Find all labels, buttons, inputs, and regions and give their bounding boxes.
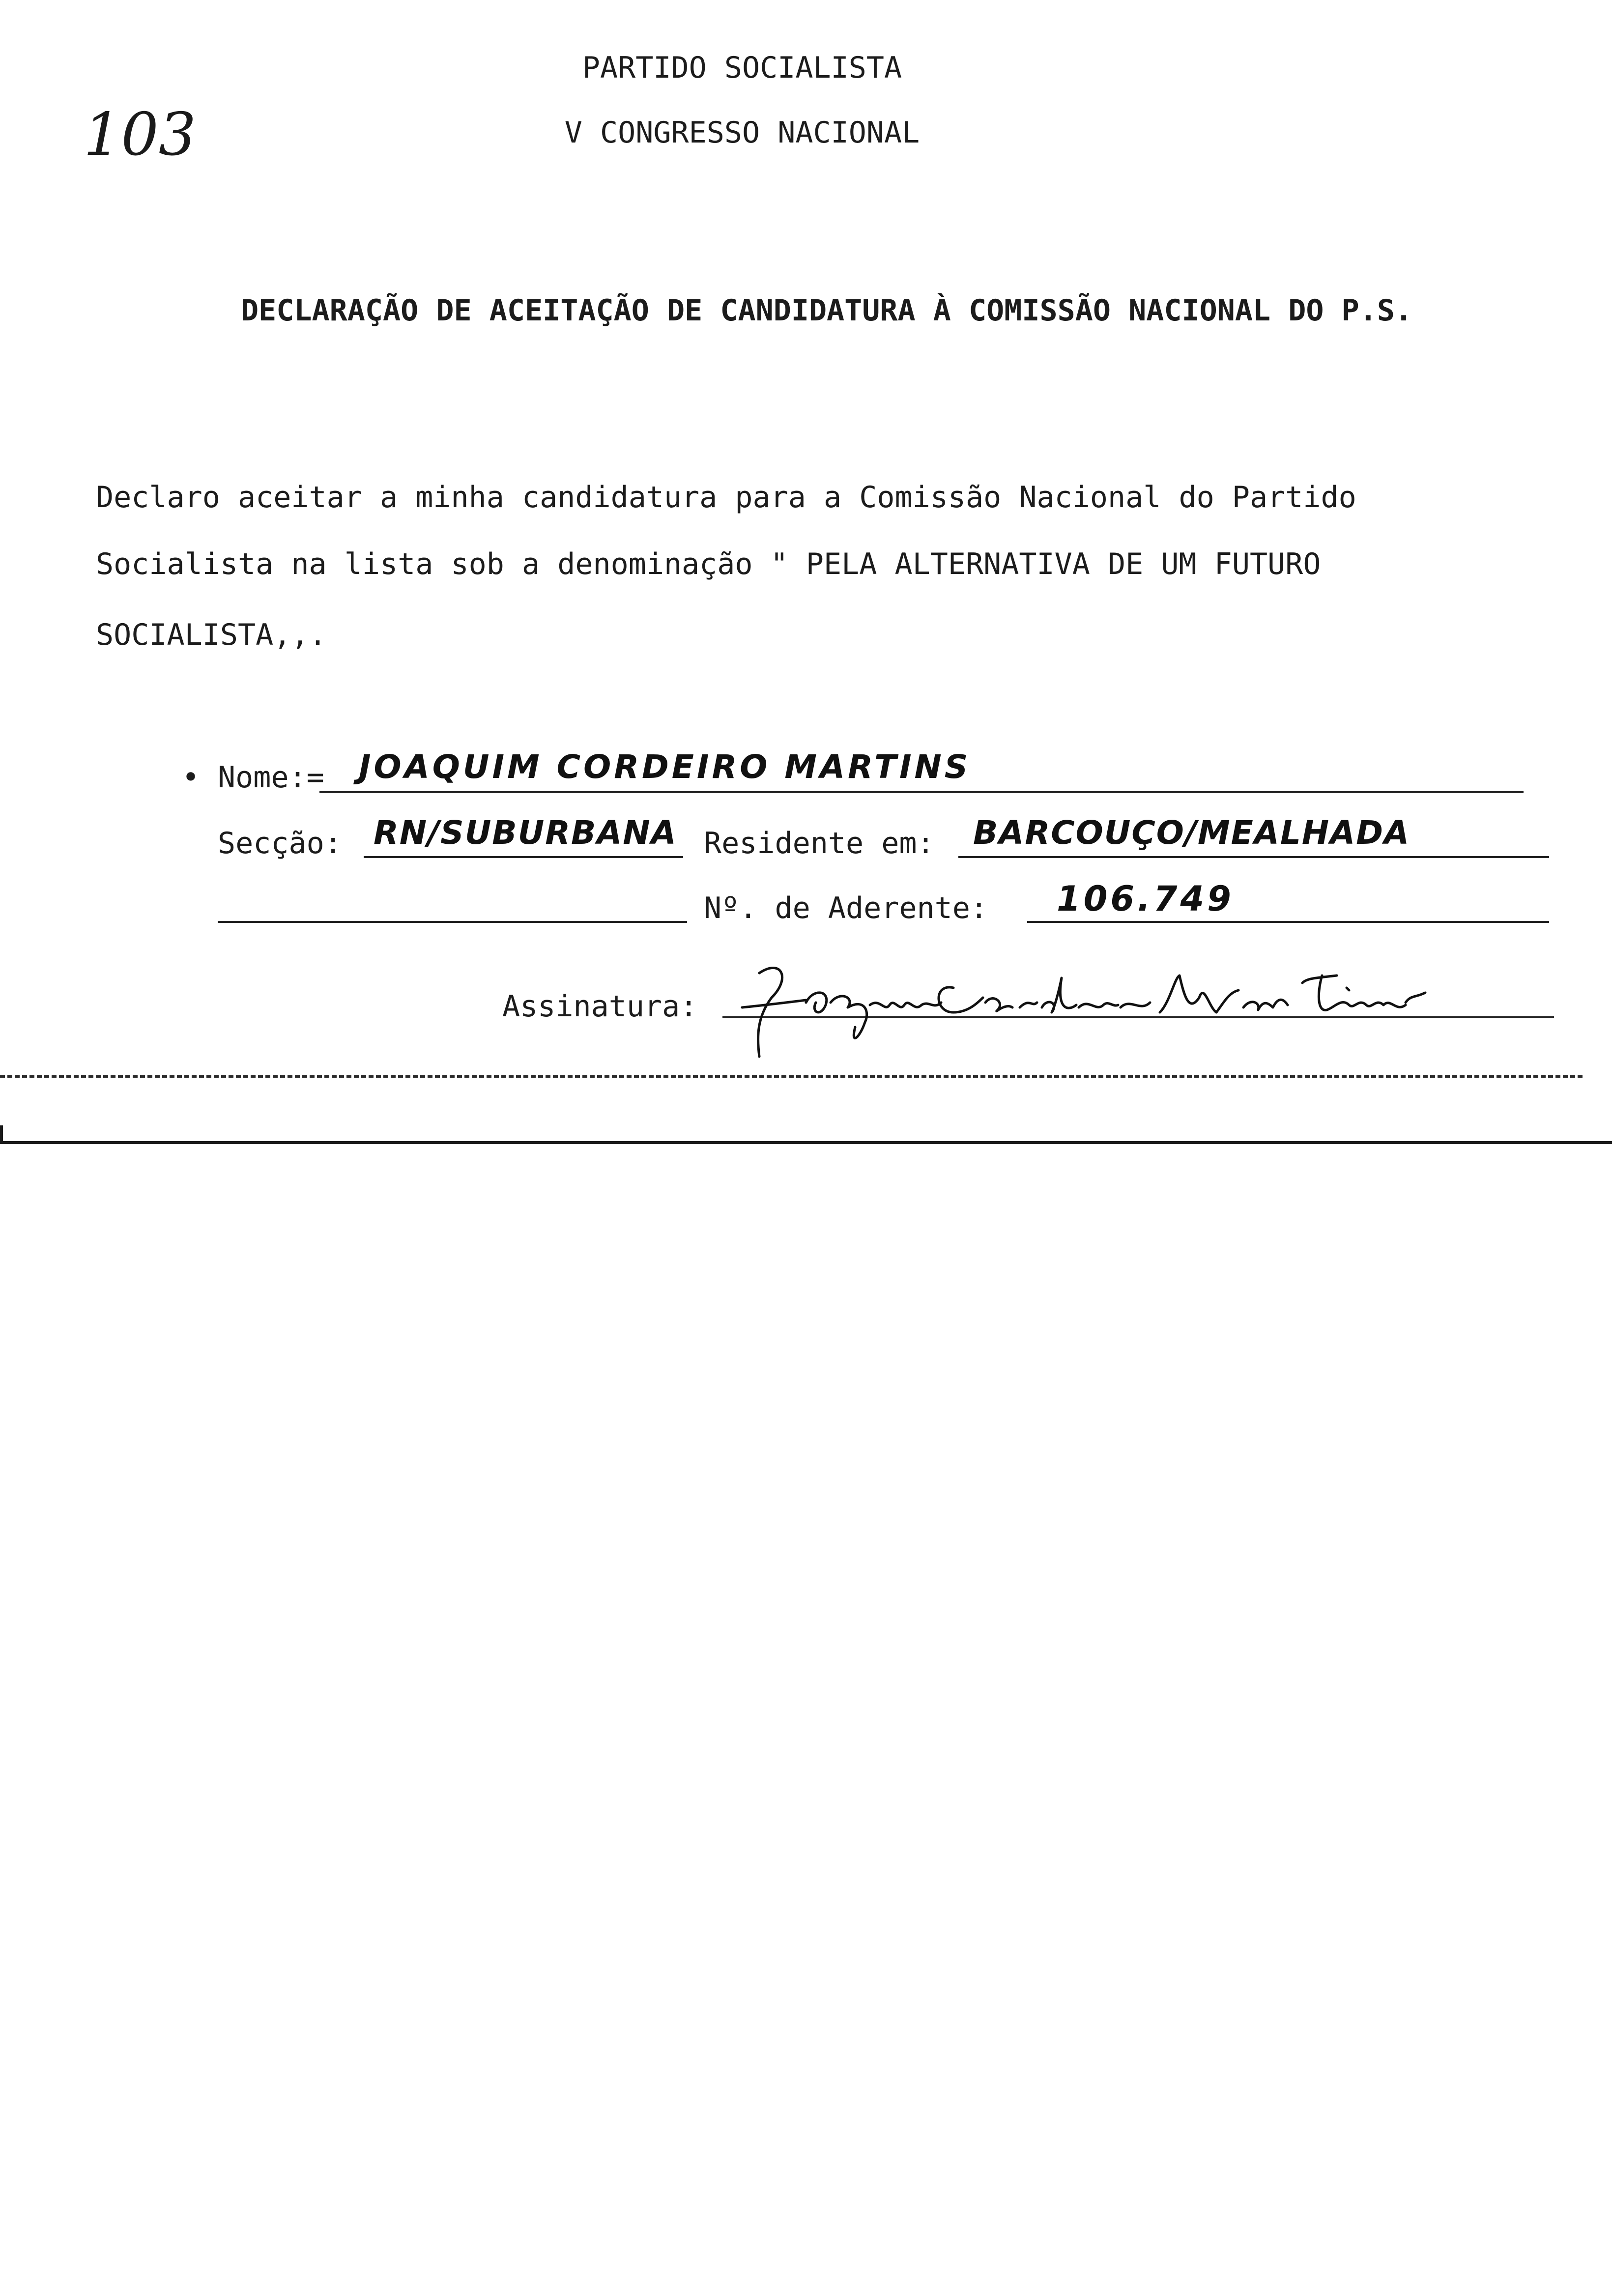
residente-value: BARCOUÇO/MEALHADA bbox=[973, 814, 1410, 852]
handwritten-page-number: 103 bbox=[84, 101, 197, 169]
nome-label: Nome:= bbox=[218, 760, 324, 795]
aderente-label: Nº. de Aderente: bbox=[704, 891, 988, 925]
residente-label: Residente em: bbox=[704, 826, 935, 861]
party-name-heading: PARTIDO SOCIALISTA bbox=[582, 51, 902, 85]
fold-line bbox=[0, 1141, 1612, 1144]
form-bullet: • bbox=[182, 760, 200, 795]
edge-mark bbox=[0, 1125, 18, 1142]
seccao-value: RN/SUBURBANA bbox=[374, 814, 677, 852]
declaration-line-1: Declaro aceitar a minha candidatura para a Comissão Nacional do Partido bbox=[96, 480, 1356, 515]
congress-heading: V CONGRESSO NACIONAL bbox=[564, 115, 920, 150]
seccao-label: Secção: bbox=[218, 826, 342, 861]
declaration-line-2: Socialista na lista sob a denominação " PELA ALTERNATIVA DE UM FUTURO bbox=[96, 547, 1321, 581]
declaration-line-3: SOCIALISTA,,. bbox=[96, 618, 327, 652]
cut-line-dashed bbox=[0, 1075, 1583, 1078]
nome-value: JOAQUIM CORDEIRO MARTINS bbox=[359, 748, 971, 786]
aderente-value: 106.749 bbox=[1057, 879, 1234, 919]
document-title: DECLARAÇÃO DE ACEITAÇÃO DE CANDIDATURA À COMISSÃO NACIONAL DO P.S. bbox=[241, 293, 1413, 328]
assinatura-label: Assinatura: bbox=[502, 989, 698, 1024]
